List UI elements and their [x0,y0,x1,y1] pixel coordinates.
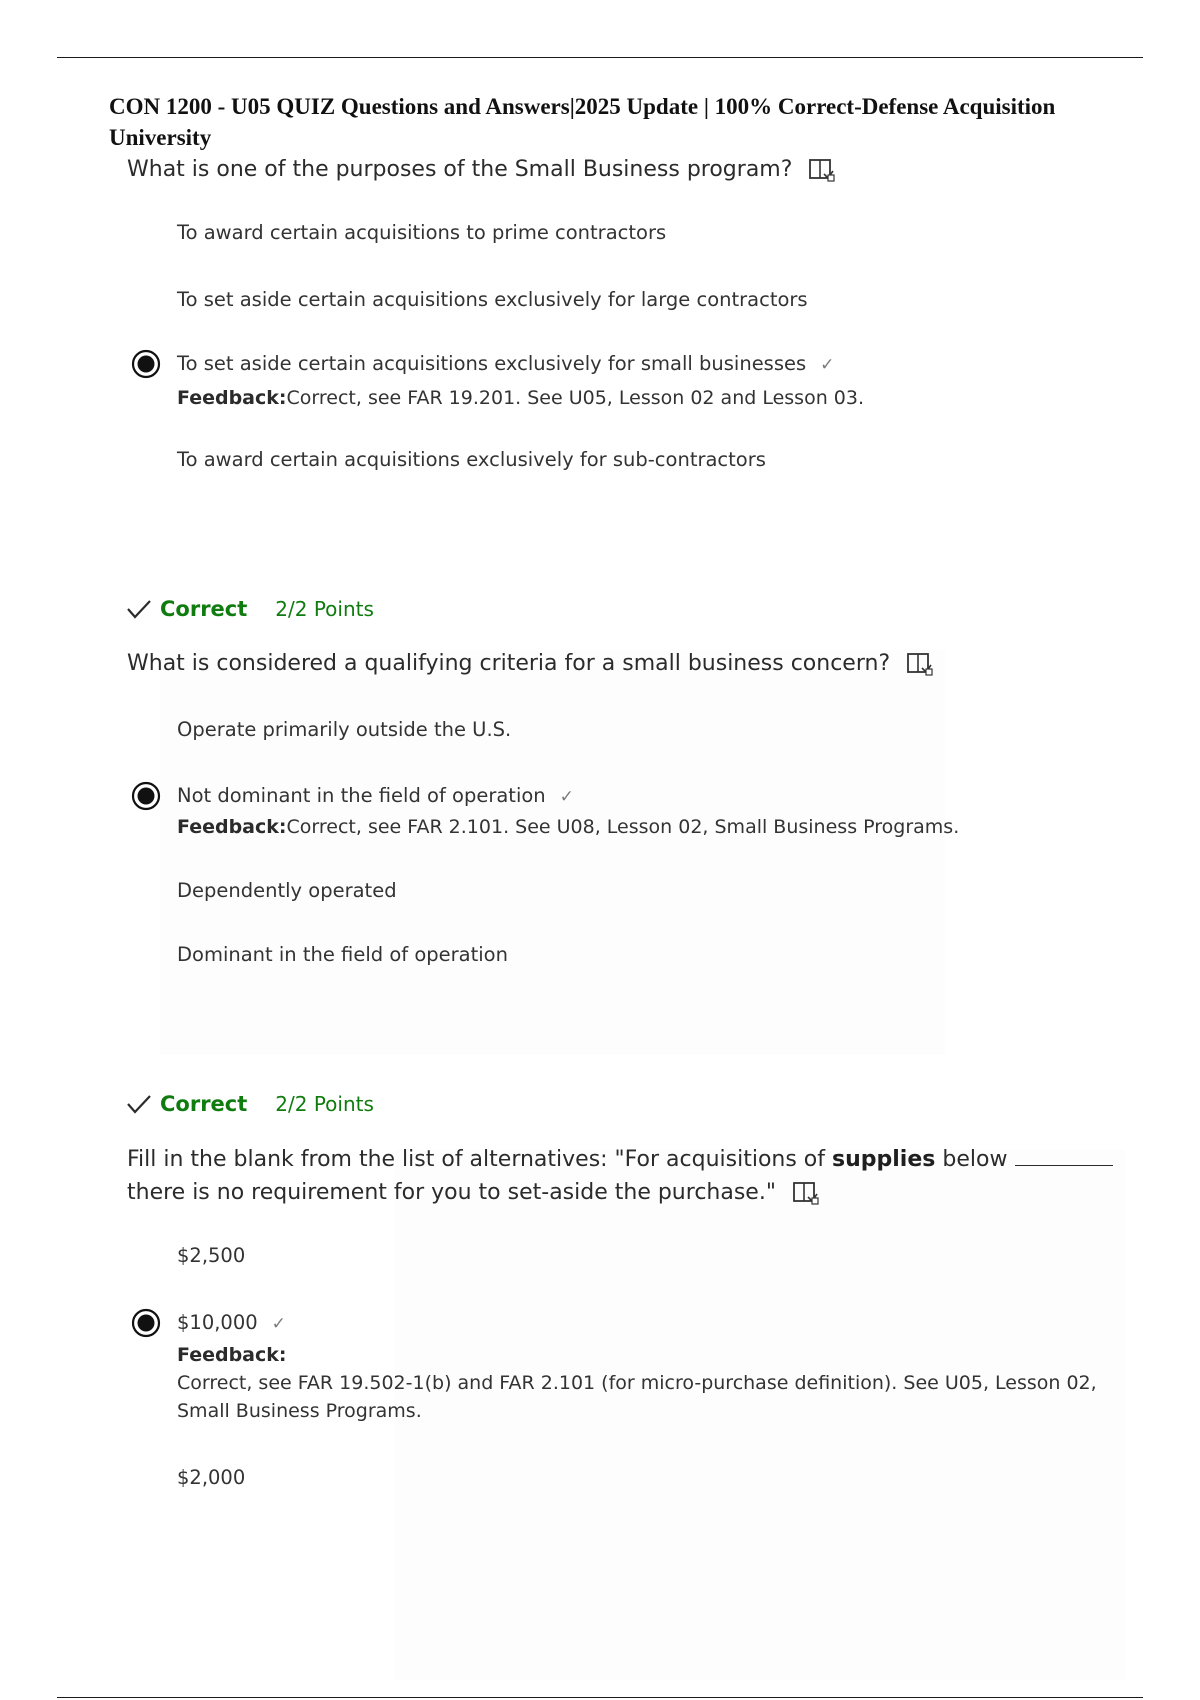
answer-blank [1015,1143,1113,1166]
document-title: CON 1200 - U05 QUIZ Questions and Answers|2025 Update | 100% Correct-Defense Acquisition University [109,94,1056,150]
feedback-text-line-2: Small Business Programs. [177,1400,422,1422]
q3-option-2-label: $10,000 [177,1311,258,1334]
q2-option-3[interactable]: Dependently operated [177,879,397,902]
bottom-rule [57,1697,1143,1698]
q1-feedback [177,384,864,412]
immersive-reader-icon[interactable] [792,1180,820,1206]
q1-option-4[interactable]: To award certain acquisitions exclusively for sub-contractors [177,448,766,471]
question-2-text [127,647,934,680]
radio-selected-icon[interactable] [131,781,161,811]
feedback-label: Feedback: [177,387,287,409]
checkmark-icon: ✓ [559,786,574,807]
q2-option-2[interactable] [177,783,574,810]
question-3-line-2: there is no requirement for you to set-aside the purchase." [127,1180,776,1205]
q1-option-2[interactable]: To set aside certain acquisitions exclusively for large contractors [177,288,808,311]
question-1-text [127,153,836,186]
radio-selected-icon[interactable] [131,349,161,379]
top-rule [57,57,1143,58]
checkmark-icon: ✓ [820,354,835,375]
q3-feedback [177,1341,1097,1425]
checkmark-icon: ✓ [271,1313,286,1334]
question-3-part-1: Fill in the blank from the list of alternatives: "For acquisitions of [127,1147,833,1172]
question-2-label: What is considered a qualifying criteria for a small business concern? [127,651,891,676]
q1-option-3-label: To set aside certain acquisitions exclusively for small businesses [177,352,807,375]
q1-option-3[interactable] [177,351,834,378]
result-label: Correct [160,1092,248,1116]
feedback-text-line-1: Correct, see FAR 19.502-1(b) and FAR 2.101 (for micro-purchase definition). See U05, Lesson 02, [177,1372,1097,1394]
feedback-text: Correct, see FAR 2.101. See U08, Lesson 02, Small Business Programs. [286,816,960,838]
q3-option-3[interactable]: $2,000 [177,1466,246,1489]
q2-result [126,1089,374,1119]
q2-option-1[interactable]: Operate primarily outside the U.S. [177,718,512,741]
points-label: 2/2 Points [275,1092,374,1116]
radio-selected-icon[interactable] [131,1308,161,1338]
correct-check-icon [126,598,152,620]
question-3-text [127,1143,1113,1209]
feedback-label: Feedback: [177,1344,287,1366]
q1-option-1[interactable]: To award certain acquisitions to prime contractors [177,221,667,244]
q2-feedback [177,813,959,841]
q3-option-1[interactable]: $2,500 [177,1244,246,1267]
question-1-label: What is one of the purposes of the Small Business program? [127,157,793,182]
result-label: Correct [160,597,248,621]
points-label: 2/2 Points [275,597,374,621]
correct-check-icon [126,1093,152,1115]
q2-option-2-label: Not dominant in the field of operation [177,784,546,807]
question-2-box [160,650,945,1055]
q3-option-2[interactable] [177,1310,286,1337]
question-3-bold: supplies [832,1147,936,1172]
q2-option-4[interactable]: Dominant in the field of operation [177,943,508,966]
immersive-reader-icon[interactable] [906,651,934,677]
feedback-label: Feedback: [177,816,287,838]
immersive-reader-icon[interactable] [808,157,836,183]
feedback-text: Correct, see FAR 19.201. See U05, Lesson 02 and Lesson 03. [286,387,864,409]
question-3-part-2: below [935,1147,1008,1172]
q1-result [126,594,374,624]
